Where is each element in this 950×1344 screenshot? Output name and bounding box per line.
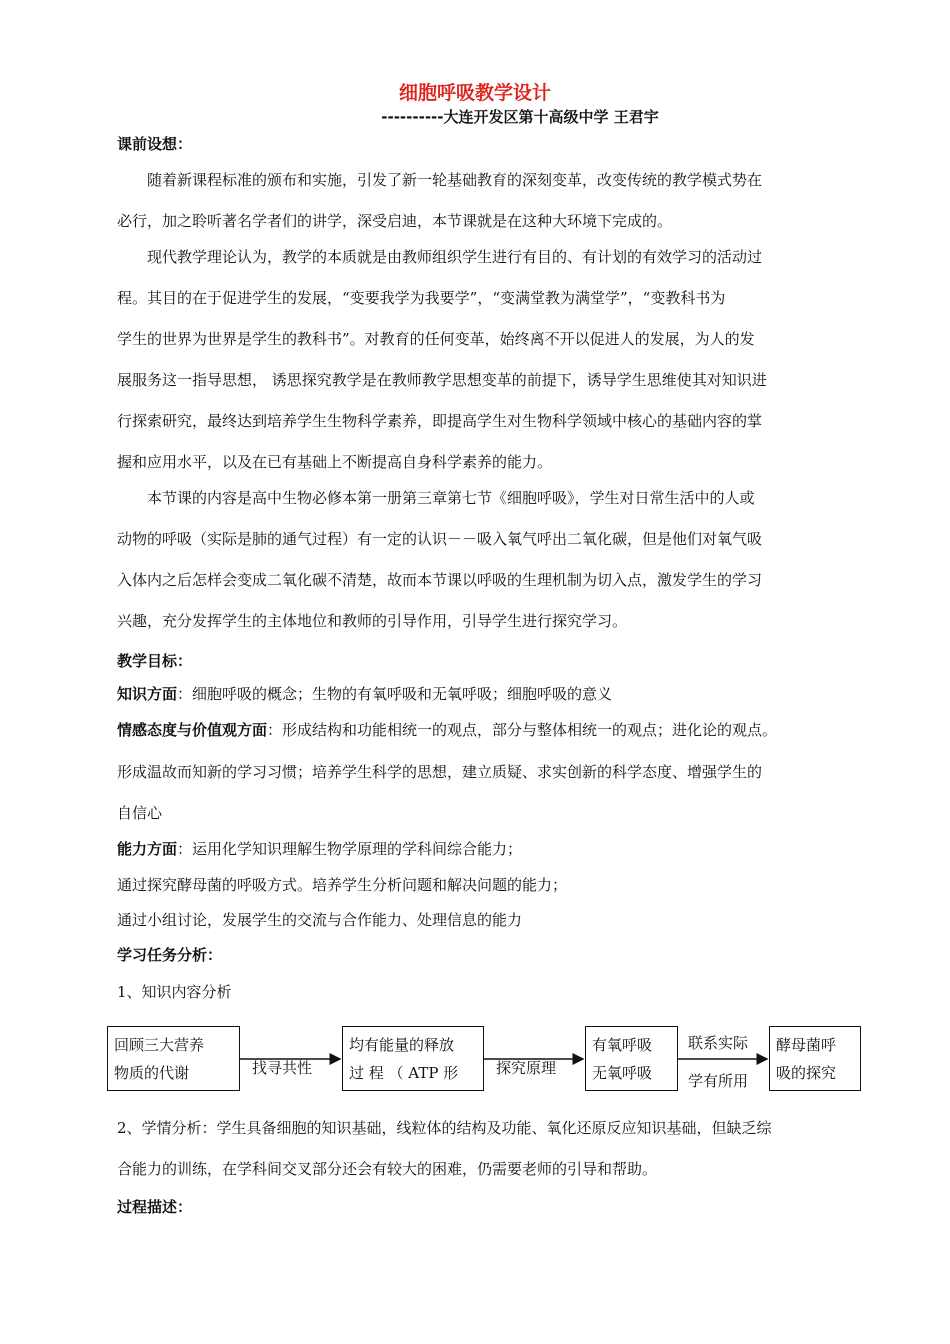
section-heading-process: 过程描述： — [117, 1198, 193, 1216]
flow-box-respiration-types — [585, 1026, 678, 1091]
author-line: ----------大连开发区第十高级中学 王君宇 — [381, 108, 659, 126]
paragraph-line: 必行，加之聆听著名学者们的讲学，深受启迪，本节课就是在这种大环境下完成的。 — [117, 212, 673, 230]
paragraph-line: 入体内之后怎样会变成二氧化碳不清楚，故而本节课以呼吸的生理机制为切入点，激发学生的学习 — [117, 571, 763, 589]
learner-analysis-line: 2、学情分析：学生具备细胞的知识基础，线粒体的结构及功能、氧化还原反应知识基础，但缺乏综 — [117, 1119, 772, 1137]
paragraph-line: 行探索研究，最终达到培养学生生物科学素养，即提高学生对生物科学领域中核心的基础内容的掌 — [117, 412, 763, 430]
arrow-label-explore-principle: 探究原理 — [496, 1059, 557, 1077]
flow-box-energy-release — [342, 1026, 484, 1091]
subheading-knowledge-analysis: 1、知识内容分析 — [117, 983, 232, 1001]
paragraph-line: 动物的呼吸（实际是肺的通气过程）有一定的认识－－吸入氧气呼出二氧化碳，但是他们对氧气吸 — [117, 530, 763, 548]
flow-box-yeast-exploration — [769, 1026, 861, 1091]
paragraph-line: 学生的世界为世界是学生的教科书”。对教育的任何变革，始终离不开以促进人的发展，为人的发 — [117, 330, 755, 348]
section-heading-pre: 课前设想： — [117, 135, 193, 153]
paragraph-line: 通过小组讨论，发展学生的交流与合作能力、处理信息的能力 — [117, 911, 523, 929]
box-line: 酵母菌呼 — [776, 1036, 837, 1054]
emotion-label: 情感态度与价值观方面 — [117, 721, 268, 739]
paragraph-line: 兴趣，充分发挥学生的主体地位和教师的引导作用，引导学生进行探究学习。 — [117, 612, 628, 630]
section-heading-analysis: 学习任务分析： — [117, 946, 223, 964]
box-line: 无氧呼吸 — [592, 1064, 653, 1082]
box-line: 过 程 （ ATP 形 — [349, 1064, 459, 1082]
paragraph-line: 现代教学理论认为，教学的本质就是由教师组织学生进行有目的、有计划的有效学习的活动过 — [147, 248, 763, 266]
paragraph-line: 展服务这一指导思想， 诱思探究教学是在教师教学思想变革的前提下，诱导学生思维使其对知识进 — [117, 371, 767, 389]
box-line: 吸的探究 — [776, 1064, 837, 1082]
flow-box-review — [107, 1026, 240, 1091]
paragraph-line: 握和应用水平，以及在已有基础上不断提高自身科学素养的能力。 — [117, 453, 553, 471]
box-line: 均有能量的释放 — [349, 1036, 455, 1054]
ability-text: ：运用化学知识理解生物学原理的学科间综合能力； — [177, 840, 523, 858]
box-line: 回顾三大营养 — [114, 1036, 205, 1054]
box-line: 物质的代谢 — [114, 1064, 190, 1082]
paragraph-line: 随着新课程标准的颁布和实施，引发了新一轮基础教育的深刻变革，改变传统的教学模式势在 — [147, 171, 763, 189]
arrow-label-connect-reality: 联系实际 — [688, 1034, 749, 1052]
section-heading-goals: 教学目标： — [117, 652, 193, 670]
paragraph-line: 合能力的训练，在学科间交叉部分还会有较大的困难，仍需要老师的引导和帮助。 — [117, 1160, 658, 1178]
ability-label: 能力方面 — [117, 840, 178, 858]
knowledge-text: ：细胞呼吸的概念；生物的有氧呼吸和无氧呼吸；细胞呼吸的意义 — [177, 685, 613, 703]
paragraph-line: 形成温故而知新的学习习惯；培养学生科学的思想，建立质疑、求实创新的科学态度、增强学生的 — [117, 763, 763, 781]
paragraph-line: 通过探究酵母菌的呼吸方式。培养学生分析问题和解决问题的能力； — [117, 876, 568, 894]
paragraph-line: 自信心 — [117, 804, 163, 822]
paragraph-line: 程。其目的在于促进学生的发展，“变要我学为我要学”，“变满堂教为满堂学”，“变教科书为 — [117, 289, 726, 307]
paragraph-line: 本节课的内容是高中生物必修本第一册第三章第七节《细胞呼吸》，学生对日常生活中的人或 — [147, 489, 755, 507]
box-line: 有氧呼吸 — [592, 1036, 653, 1054]
arrow-label-find-commonality: 找寻共性 — [252, 1059, 313, 1077]
knowledge-label: 知识方面 — [117, 685, 178, 703]
arrow-label-apply-learning: 学有所用 — [688, 1072, 749, 1090]
emotion-text: ：形成结构和功能相统一的观点，部分与整体相统一的观点；进化论的观点。 — [267, 721, 778, 739]
document-title: 细胞呼吸教学设计 — [398, 82, 551, 104]
